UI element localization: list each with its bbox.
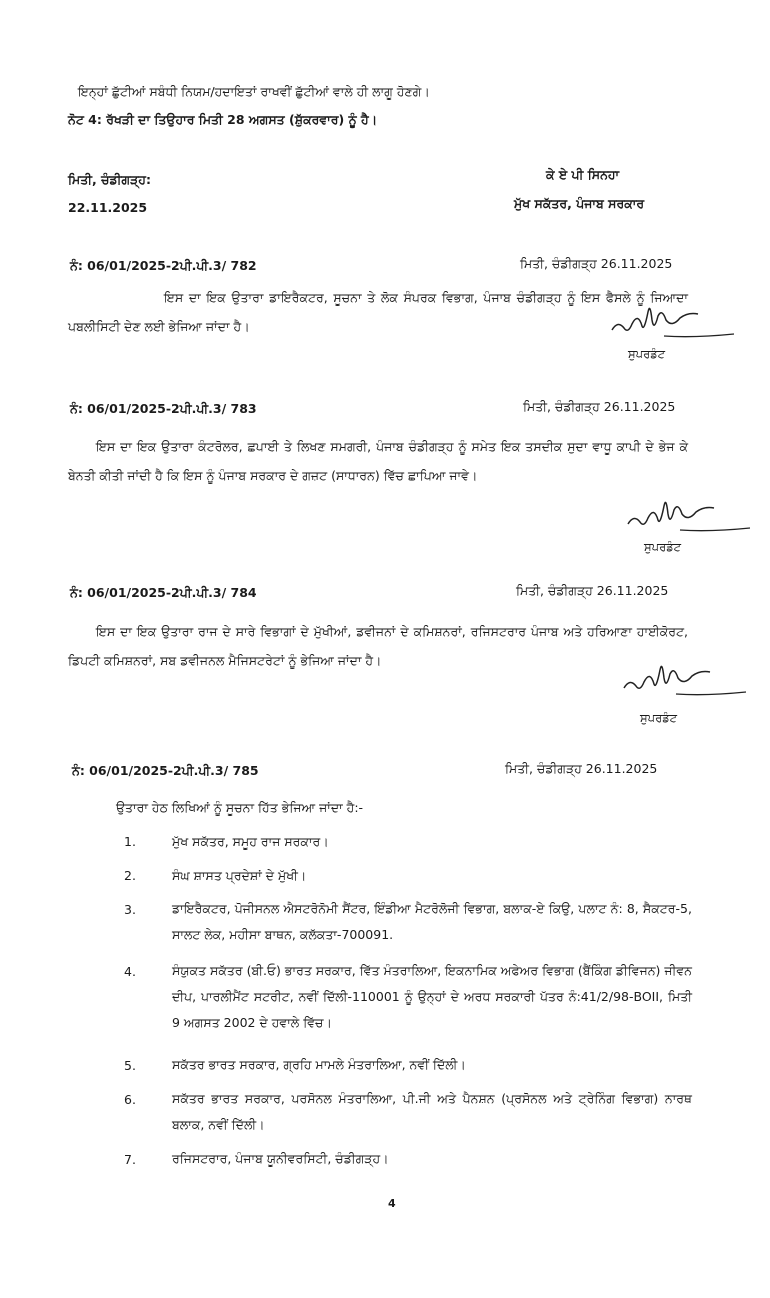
signatory-label: ਸੁਪਰਡੰਟ — [628, 347, 666, 361]
list-item-number: 1. — [124, 834, 136, 849]
endorsement-ref: ਨੰ: 06/01/2025-2ਪੀ.ਪੀ.3/ 782 — [70, 258, 257, 273]
order-date: 22.11.2025 — [68, 200, 148, 215]
endorsement-date: ਮਿਤੀ, ਚੰਡੀਗੜ੍ਹ 26.11.2025 — [523, 399, 676, 414]
endorsement-body: ਇਸ ਦਾ ਇਕ ਉਤਾਰਾ ਕੰਟਰੋਲਰ, ਛਪਾਈ ਤੇ ਲਿਖਣ ਸਮਗਰੀ, ਪੰਜਾਬ ਚੰਡੀਗੜ੍ਹ ਨੂੰ ਸਮੇਤ ਇਕ ਤਸਦੀਕ ਸੁਦਾ ਵਾਧੂ ਕਾਪੀ ਦੇ ਭੇਜ ਕੇ ਬੇਨਤੀ ਕੀਤੀ ਜਾਂਦੀ ਹੈ ਕਿ ਇਸ ਨੂੰ ਪੰਜਾਬ ਸਰਕਾਰ ਦੇ ਗਜ਼ਟ (ਸਾਧਾਰਨ) ਵਿੱਚ ਛਾਪਿਆ ਜਾਵੇ। — [68, 439, 688, 483]
endorsement-body: ਇਸ ਦਾ ਇਕ ਉਤਾਰਾ ਡਾਇਰੈਕਟਰ, ਸੂਚਨਾ ਤੇ ਲੋਕ ਸੰਪਰਕ ਵਿਭਾਗ, ਪੰਜਾਬ ਚੰਡੀਗੜ੍ਹ ਨੂੰ ਇਸ ਫੈਸਲੇ ਨੂੰ ਜਿਆਦਾ ਪਬਲੀਸਿਟੀ ਦੇਣ ਲਈ ਭੇਜਿਆ ਜਾਂਦਾ ਹੈ। — [68, 290, 688, 334]
endorsement-date: ਮਿਤੀ, ਚੰਡੀਗੜ੍ਹ 26.11.2025 — [520, 256, 673, 271]
note-4: ਨੋਟ 4: ਰੱਖੜੀ ਦਾ ਤਿਉਹਾਰ ਮਿਤੀ 28 ਅਗਸਤ (ਸ਼ੁੱਕਰਵਾਰ) ਨੂੰ ਹੈ। — [68, 112, 378, 127]
list-item: ਰਜਿਸਟਰਾਰ, ਪੰਜਾਬ ਯੂਨੀਵਰਸਿਟੀ, ਚੰਡੀਗੜ੍ਹ। — [172, 1151, 389, 1166]
list-item-number: 7. — [124, 1152, 136, 1167]
endorsement-ref: ਨੰ: 06/01/2025-2ਪੀ.ਪੀ.3/ 783 — [70, 401, 257, 416]
signatory-label: ਸੁਪਰਡੰਟ — [644, 540, 682, 554]
list-item-number: 5. — [124, 1058, 136, 1073]
list-item-number: 6. — [124, 1092, 136, 1107]
officer-name: ਕੇ ਏ ਪੀ ਸਿਨਹਾ — [546, 167, 620, 182]
list-item-number: 4. — [124, 964, 136, 979]
list-item: ਮੁੱਖ ਸਕੱਤਰ, ਸਮੂਹ ਰਾਜ ਸਰਕਾਰ। — [172, 834, 329, 849]
list-item: ਸੰਯੁਕਤ ਸਕੱਤਰ (ਬੀ.ਓ) ਭਾਰਤ ਸਰਕਾਰ, ਵਿੱਤ ਮੰਤਰਾਲਿਆ, ਇਕਨਾਮਿਕ ਅਫੇਅਰ ਵਿਭਾਗ (ਬੈਂਕਿੰਗ ਡੀਵਿਜਨ) ਜੀਵਨ ਦੀਪ, ਪਾਰਲੀਮੈਂਟ ਸਟਰੀਟ, ਨਵੀਂ ਦਿੱਲੀ-110001 ਨੂੰ ਉਨ੍ਹਾਂ ਦੇ ਅਰਧ ਸਰਕਾਰੀ ਪੱਤਰ ਨੰ:41/2/98-BOII, ਮਿਤੀ 9 ਅਗਸਤ 2002 ਦੇ ਹਵਾਲੇ ਵਿੱਚ। — [172, 963, 692, 1030]
officer-designation: ਮੁੱਖ ਸਕੱਤਰ, ਪੰਜਾਬ ਸਰਕਾਰ — [514, 196, 645, 211]
signatory-label: ਸੁਪਰਡੰਟ — [640, 711, 678, 725]
endorsement-ref: ਨੰ: 06/01/2025-2ਪੀ.ਪੀ.3/ 784 — [70, 585, 257, 600]
list-item: ਸਕੱਤਰ ਭਾਰਤ ਸਰਕਾਰ, ਗ੍ਰਹਿ ਮਾਮਲੇ ਮੰਤਰਾਲਿਆ, ਨਵੀਂ ਦਿੱਲੀ। — [172, 1057, 466, 1072]
list-item-number: 3. — [124, 902, 136, 917]
list-item: ਡਾਇਰੈਕਟਰ, ਪੋਜੀਸਨਲ ਐਸਟਰੋਨੋਮੀ ਸੈਂਟਰ, ਇੰਡੀਆ ਮੈਟਰੋਲੋਜੀ ਵਿਭਾਗ, ਬਲਾਕ-ਏ ਕਿਉ, ਪਲਾਟ ਨੰ: 8, ਸੈਕਟਰ-5, ਸਾਲਟ ਲੇਕ, ਮਹੀਸਾ ਬਾਥਨ, ਕਲੱਕਤਾ-700091. — [172, 901, 692, 942]
list-item-number: 2. — [124, 868, 136, 883]
endorsement-body: ਇਸ ਦਾ ਇਕ ਉਤਾਰਾ ਰਾਜ ਦੇ ਸਾਰੇ ਵਿਭਾਗਾਂ ਦੇ ਮੁੱਖੀਆਂ, ਡਵੀਜਨਾਂ ਦੇ ਕਮਿਸ਼ਨਰਾਂ, ਰਜਿਸਟਰਾਰ ਪੰਜਾਬ ਅਤੇ ਹਰਿਆਣਾ ਹਾਈਕੋਰਟ, ਡਿਪਟੀ ਕਮਿਸ਼ਨਰਾਂ, ਸਬ ਡਵੀਜਨਲ ਮੈਜਿਸਟਰੇਟਾਂ ਨੂੰ ਭੇਜਿਆ ਜਾਂਦਾ ਹੈ। — [68, 624, 688, 668]
endorsement-body: ਉਤਾਰਾ ਹੇਠ ਲਿਖਿਆਂ ਨੂੰ ਸੂਚਨਾ ਹਿੱਤ ਭੇਜਿਆ ਜਾਂਦਾ ਹੈ:- — [116, 800, 364, 815]
signature-image — [616, 658, 756, 706]
place-label: ਮਿਤੀ, ਚੰਡੀਗੜ੍ਹ: — [68, 172, 151, 187]
signature-image — [620, 494, 760, 542]
signature-image — [604, 300, 744, 348]
list-item: ਸੰਘ ਸ਼ਾਸਤ ਪ੍ਰਦੇਸ਼ਾਂ ਦੇ ਮੁੱਖੀ। — [172, 868, 307, 883]
endorsement-ref: ਨੰ: 06/01/2025-2ਪੀ.ਪੀ.3/ 785 — [72, 763, 259, 778]
endorsement-date: ਮਿਤੀ, ਚੰਡੀਗੜ੍ਹ 26.11.2025 — [505, 761, 658, 776]
list-item: ਸਕੱਤਰ ਭਾਰਤ ਸਰਕਾਰ, ਪਰਸੋਨਲ ਮੰਤਰਾਲਿਆ, ਪੀ.ਜੀ ਅਤੇ ਪੈਨਸ਼ਨ (ਪ੍ਰਸੋਨਲ ਅਤੇ ਟ੍ਰੇਨਿੰਗ ਵਿਭਾਗ) ਨਾਰਥ ਬਲਾਕ, ਨਵੀਂ ਦਿੱਲੀ। — [172, 1091, 692, 1132]
endorsement-date: ਮਿਤੀ, ਚੰਡੀਗੜ੍ਹ 26.11.2025 — [516, 583, 669, 598]
rules-line: ਇਨ੍ਹਾਂ ਛੁੱਟੀਆਂ ਸਬੰਧੀ ਨਿਯਮ/ਹਦਾਇਤਾਂ ਰਾਖਵੀਂ ਛੁੱਟੀਆਂ ਵਾਲੇ ਹੀ ਲਾਗੂ ਹੋਣਗੇ। — [78, 84, 430, 99]
page-number: 4 — [388, 1197, 396, 1210]
